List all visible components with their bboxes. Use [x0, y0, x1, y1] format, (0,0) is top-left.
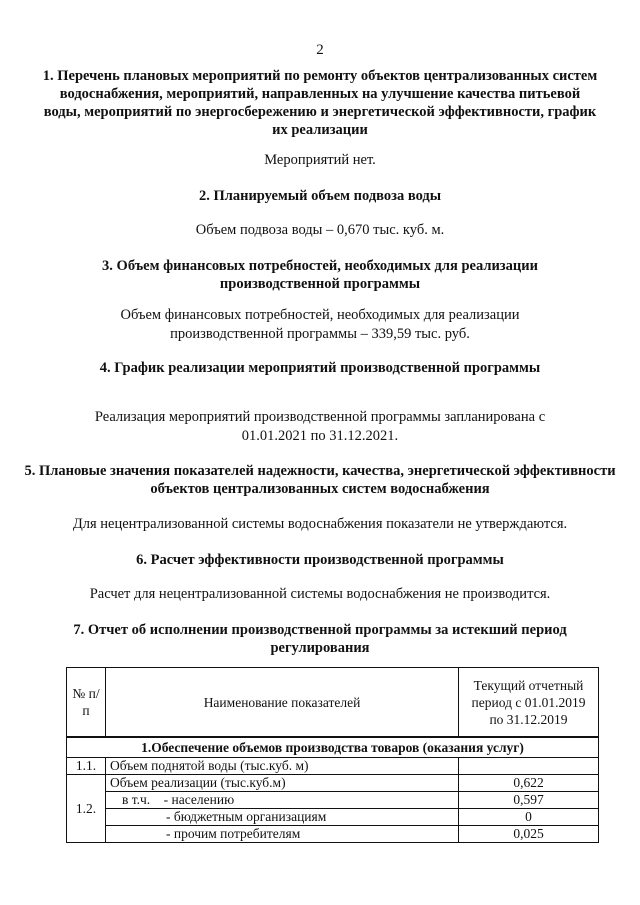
row-value: 0,597 [459, 792, 599, 809]
table-header-row [67, 668, 599, 738]
row-value [459, 758, 599, 775]
row-num: 1.2. [67, 775, 106, 843]
section-5-text: Для нецентрализованной системы водоснабжения показатели не утверждаются. [72, 516, 568, 532]
section-4-text: Реализация мероприятий производственной программы запланирована с 01.01.2021 по 31.12.2021. [94, 409, 546, 444]
section-7-heading: 7. Отчет об исполнении производственной программы за истекший период регулирования [73, 622, 567, 656]
header-name: Наименование показателей [106, 668, 459, 738]
row-name: в т.ч. - населению [106, 792, 459, 809]
table-row [67, 792, 599, 809]
section-6-text: Расчет для нецентрализованной системы водоснабжения не производится. [89, 586, 551, 602]
section-3-text: Объем финансовых потребностей, необходимых для реализации производственной программы – 339,59 тыс. руб. [120, 307, 520, 342]
section-5-heading: 5. Плановые значения показателей надежности, качества, энергетической эффективности объектов централизованных систем водоснабжения [24, 463, 616, 497]
row-name: Объем реализации (тыс.куб.м) [106, 775, 459, 792]
section-3-heading: 3. Объем финансовых потребностей, необходимых для реализации производственной программы [102, 258, 538, 292]
row-value: 0 [459, 809, 599, 826]
row-value: 0,025 [459, 826, 599, 843]
table-row [67, 758, 599, 775]
row-name: - бюджетным организациям [106, 809, 459, 826]
page-number: 2 [316, 42, 324, 58]
section-1-heading: 1. Перечень плановых мероприятий по ремонту объектов централизованных систем водоснабжения, мероприятий, направленных на улучшение качества питьевой воды, мероприятий по энергосбережению и энергетической эффективности, график их реализации [42, 68, 598, 138]
row-num: 1.1. [67, 758, 106, 775]
row-value: 0,622 [459, 775, 599, 792]
report-table [66, 667, 599, 843]
section-2-text: Объем подвоза воды – 0,670 тыс. куб. м. [195, 222, 445, 238]
table-section-row [67, 737, 599, 758]
section-6-heading: 6. Расчет эффективности производственной программы [136, 552, 504, 568]
header-num: № п/п [67, 668, 106, 738]
section-2-heading: 2. Планируемый объем подвоза воды [198, 188, 442, 204]
section-4-heading: 4. График реализации мероприятий производственной программы [99, 360, 541, 376]
row-name: - прочим потребителям [106, 826, 459, 843]
table-row [67, 826, 599, 843]
section-1-text: Мероприятий нет. [264, 152, 376, 168]
table-row [67, 775, 599, 792]
table-row [67, 809, 599, 826]
header-period: Текущий отчетный период с 01.01.2019 по 31.12.2019 [459, 668, 599, 738]
row-name: Объем поднятой воды (тыс.куб. м) [106, 758, 459, 775]
table-section-title: 1.Обеспечение объемов производства товаров (оказания услуг) [67, 737, 599, 758]
